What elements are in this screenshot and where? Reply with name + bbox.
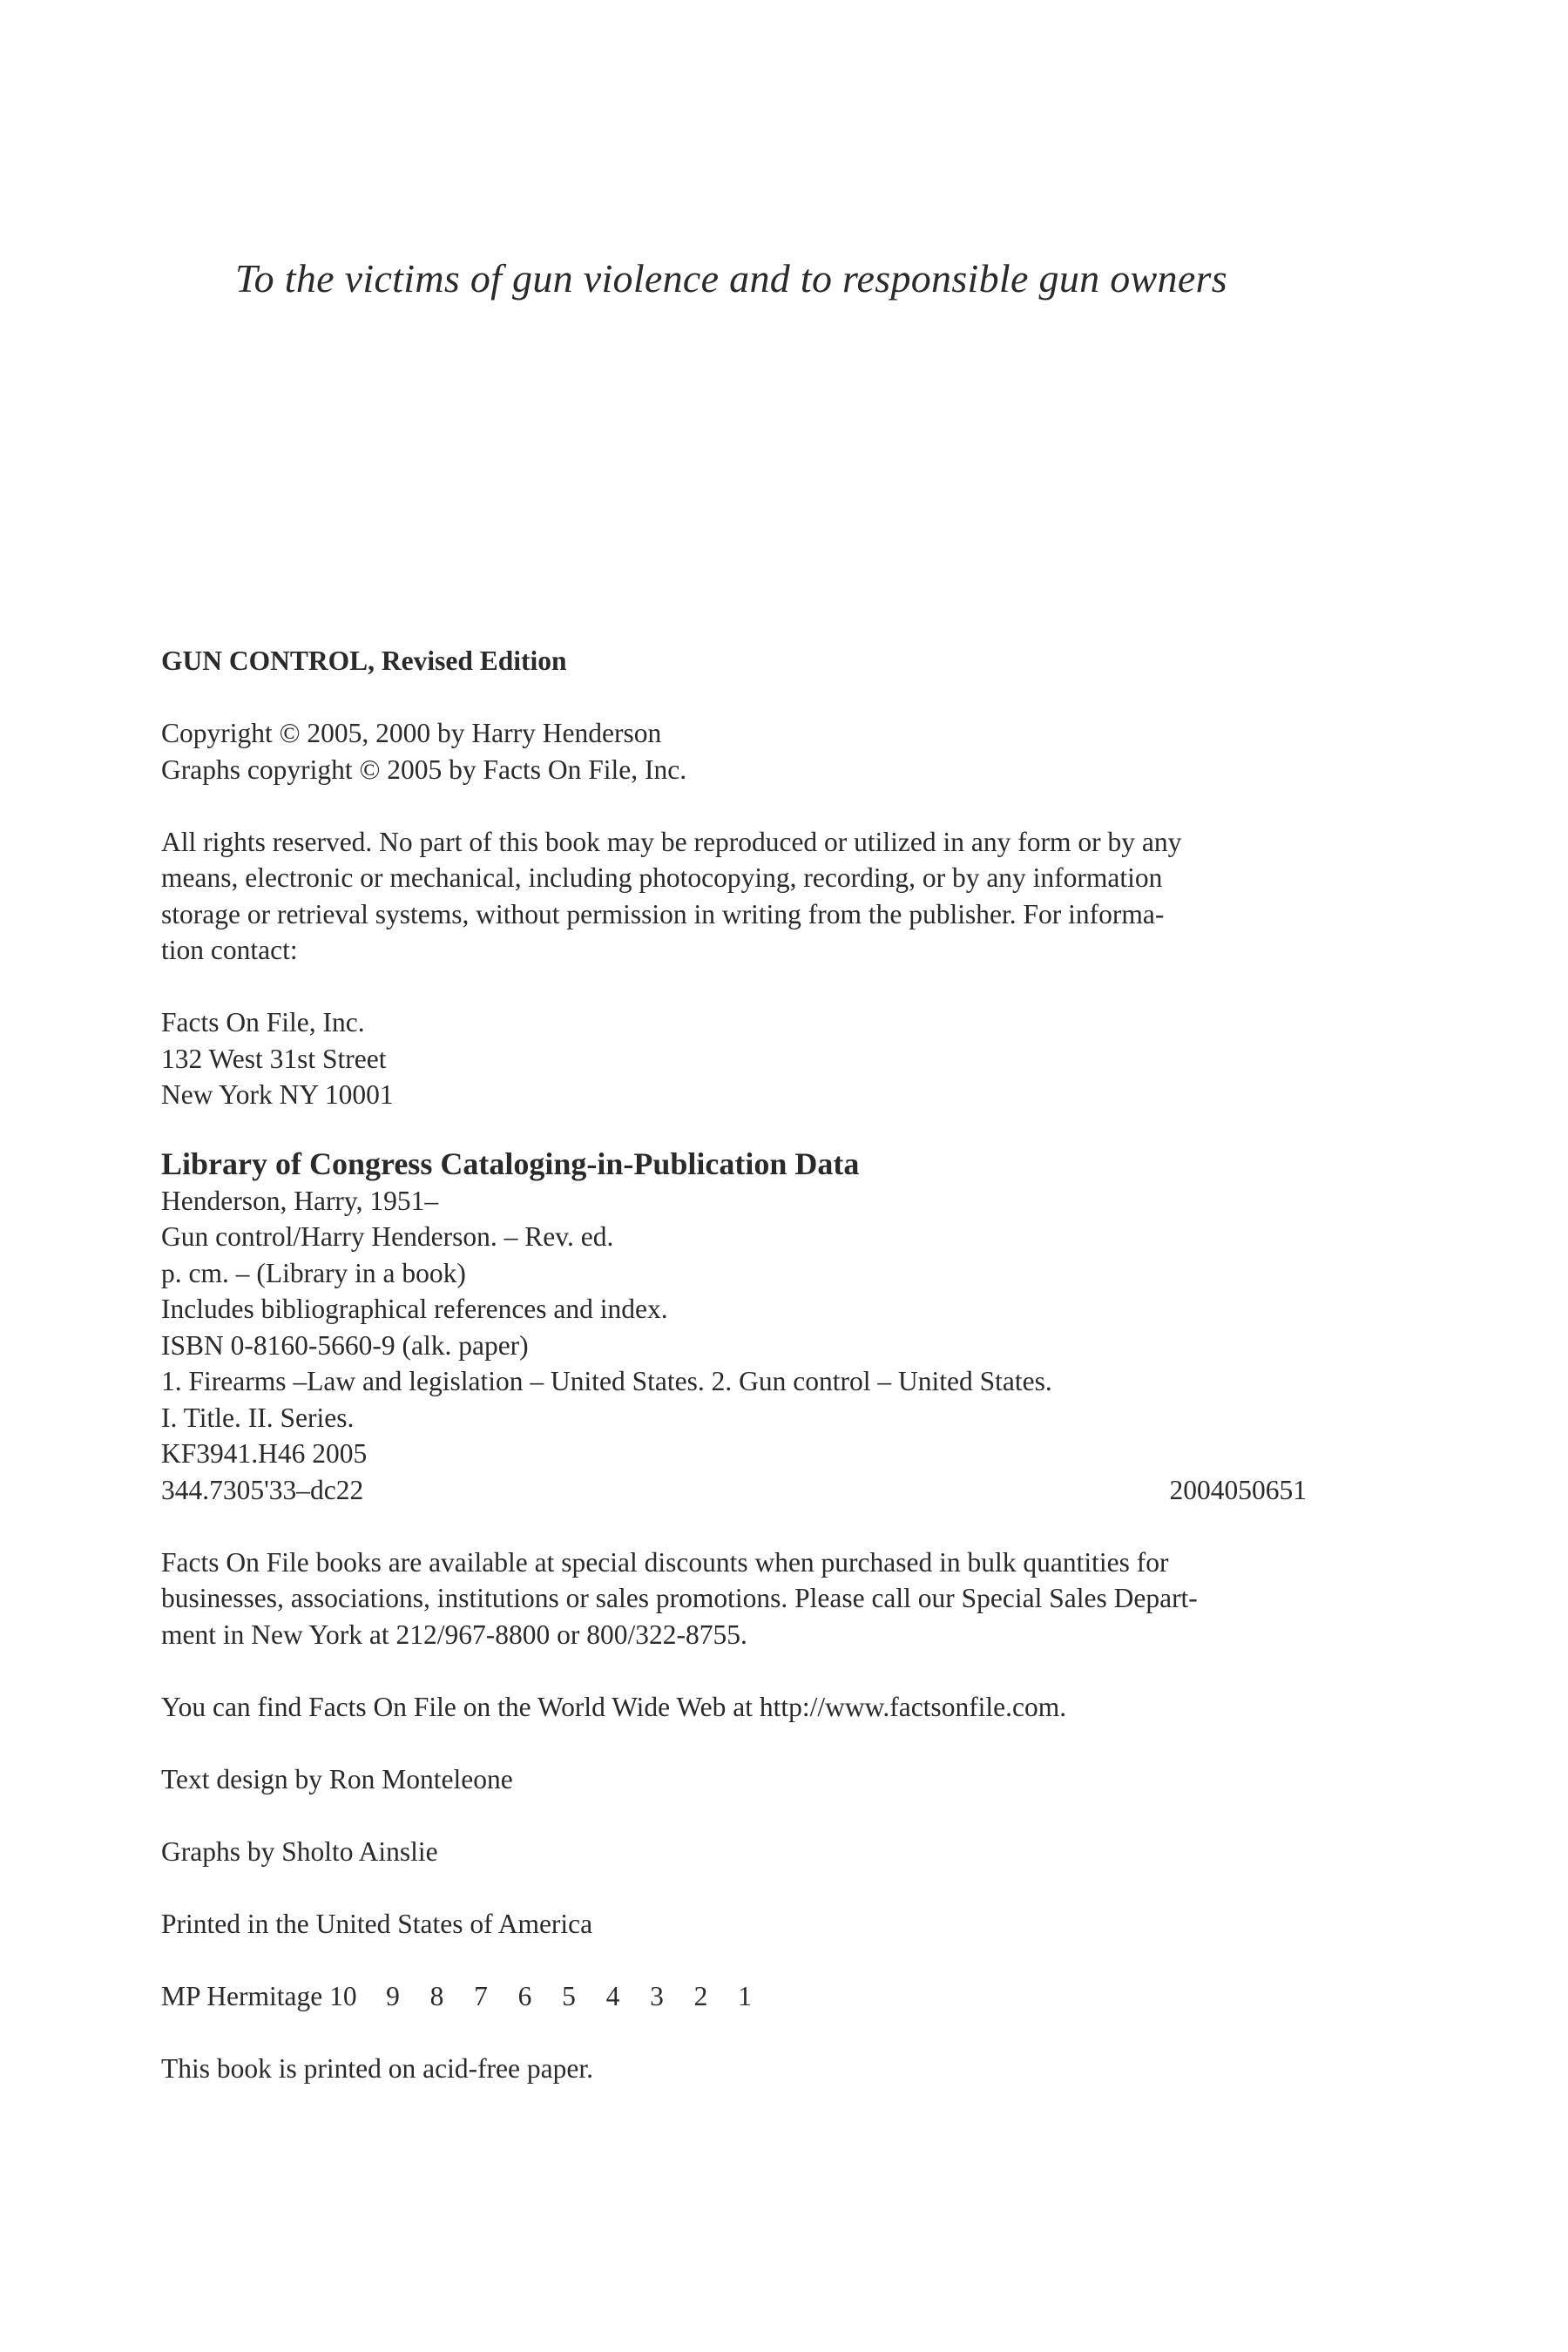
cip-heading: Library of Congress Cataloging-in-Publication Data [161, 1146, 860, 1181]
cip-line: Henderson, Harry, 1951– [161, 1185, 439, 1216]
cip-line: I. Title. II. Series. [161, 1402, 355, 1433]
printing-number: 8 [429, 1980, 444, 2011]
rights-line: All rights reserved. No part of this book may be reproduced or utilized in any form or by any [161, 826, 1182, 857]
rights-line: storage or retrieval systems, without permission in writing from the publisher. For informa- [161, 898, 1165, 929]
publisher-city: New York NY 10001 [161, 1079, 394, 1110]
printing-number: 7 [474, 1980, 488, 2011]
lccn: 2004050651 [1169, 1474, 1307, 1505]
copyright-block [161, 643, 1307, 2086]
printing-number: 6 [517, 1980, 532, 2011]
cip-line: Includes bibliographical references and index. [161, 1294, 668, 1324]
sales-line: ment in New York at 212/967-8800 or 800/322-8755. [161, 1619, 747, 1650]
printer-key-line [161, 1978, 1307, 2015]
cip-line: p. cm. – (Library in a book) [161, 1257, 466, 1288]
sales-line: Facts On File books are available at special discounts when purchased in bulk quantities for [161, 1546, 1169, 1578]
rights-line: means, electronic or mechanical, including photocopying, recording, or by any information [161, 862, 1163, 893]
cip-line: ISBN 0-8160-5660-9 (alk. paper) [161, 1329, 529, 1361]
cip-line: KF3941.H46 2005 [161, 1438, 368, 1469]
printing-number: 5 [562, 1980, 576, 2011]
cip-line: Gun control/Harry Henderson. – Rev. ed. [161, 1221, 614, 1252]
cip-line: 1. Firearms –Law and legislation – United States. 2. Gun control – United States. [161, 1366, 1052, 1396]
graphs-copyright-line: Graphs copyright © 2005 by Facts On File, Inc. [161, 754, 687, 785]
dedication: To the victims of gun violence and to responsible gun owners [235, 256, 1227, 301]
text-design-credit: Text design by Ron Monteleone [161, 1763, 513, 1794]
printer-label: MP Hermitage [161, 1980, 323, 2011]
printing-number: 9 [386, 1980, 400, 2011]
rights-line: tion contact: [161, 935, 298, 965]
cip-classification-row [161, 1472, 1307, 1509]
printing-number: 4 [605, 1980, 620, 2011]
book-title: GUN CONTROL, Revised Edition [161, 645, 567, 676]
printing-number: 10 [329, 1980, 357, 2011]
copyright-line: Copyright © 2005, 2000 by Harry Henderson [161, 718, 662, 748]
website-line: You can find Facts On File on the World Wide Web at http://www.factsonfile.com. [161, 1691, 1067, 1722]
printing-number: 2 [693, 1980, 708, 2011]
graphs-credit: Graphs by Sholto Ainslie [161, 1835, 438, 1867]
sales-line: businesses, associations, institutions or sales promotions. Please call our Special Sales Depart- [161, 1583, 1198, 1613]
printed-in: Printed in the United States of America [161, 1908, 593, 1939]
publisher-street: 132 West 31st Street [161, 1043, 387, 1074]
printing-number: 1 [738, 1980, 752, 2011]
printing-number: 3 [650, 1980, 664, 2011]
dewey-classification: 344.7305'33–dc22 [161, 1474, 364, 1505]
acid-free-note: This book is printed on acid-free paper. [161, 2052, 593, 2084]
publisher-name: Facts On File, Inc. [161, 1007, 365, 1037]
